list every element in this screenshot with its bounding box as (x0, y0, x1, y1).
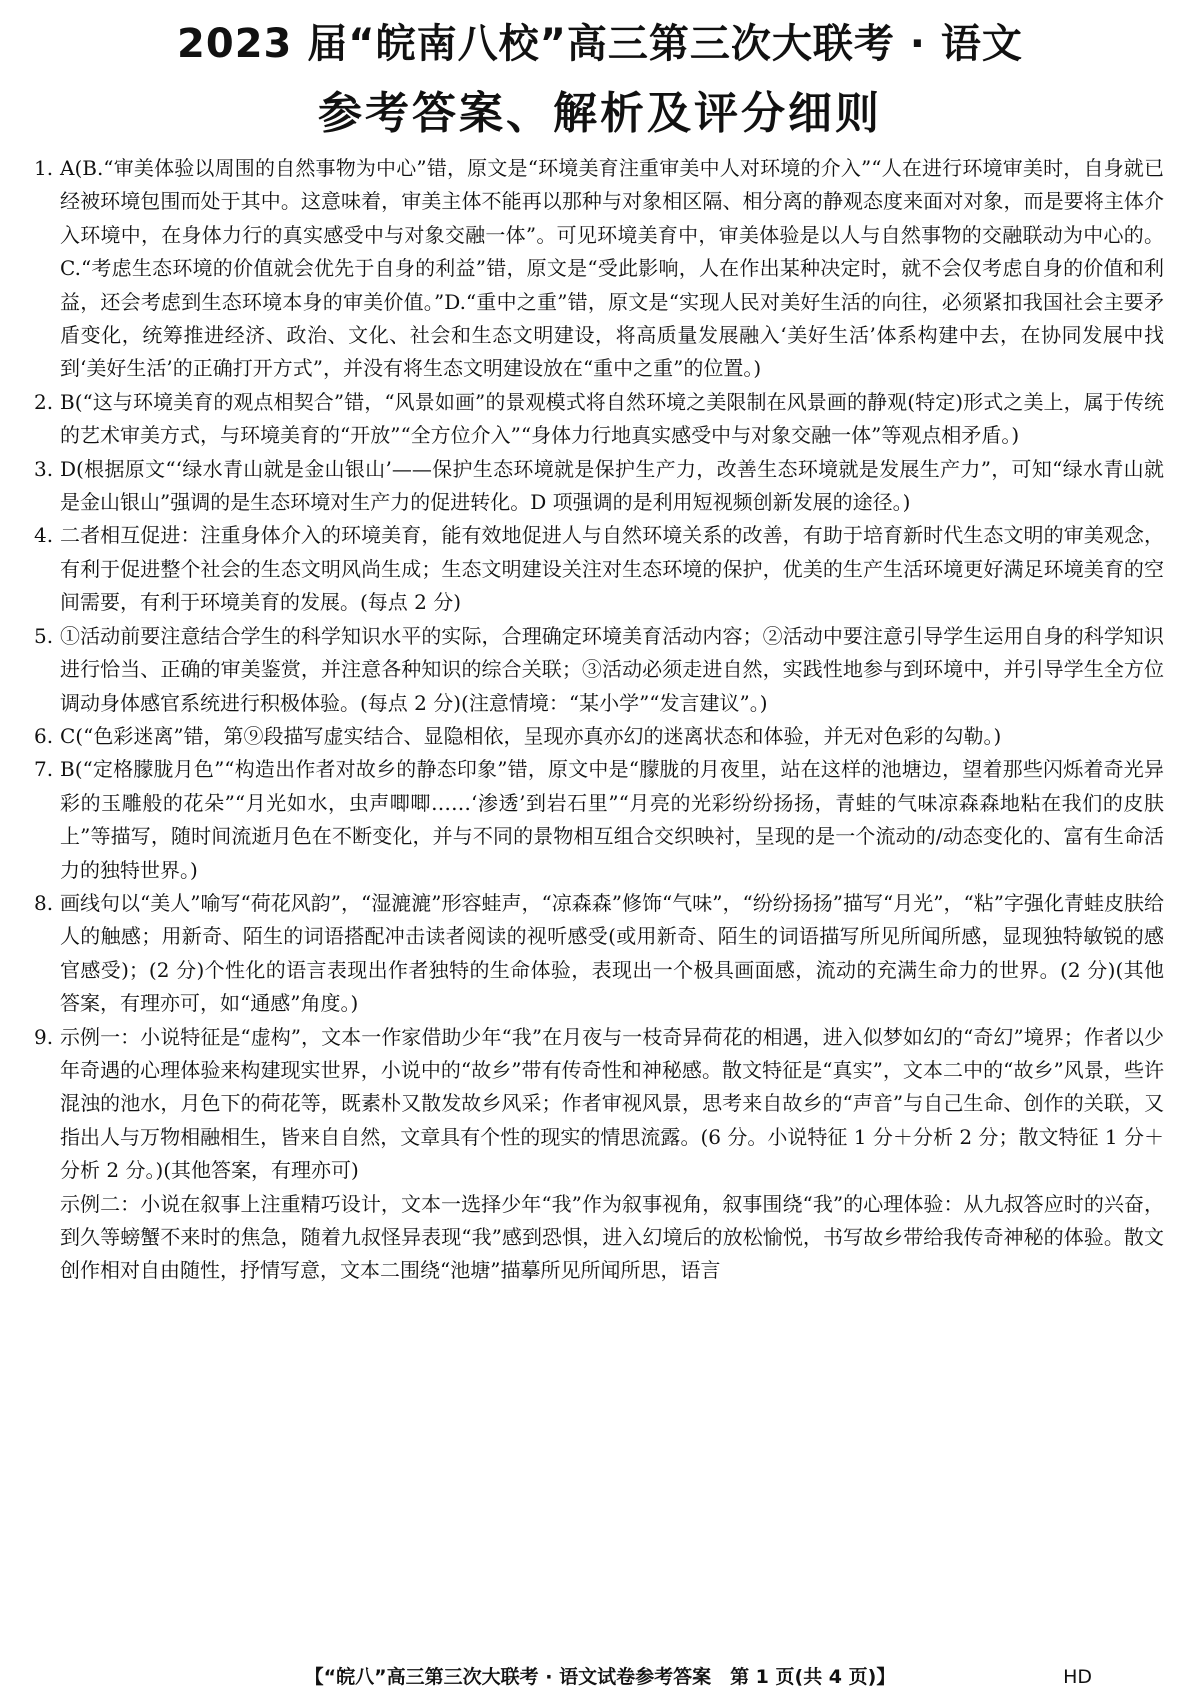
answer-number: 2. (34, 389, 54, 414)
answer-text: A(B.“审美体验以周围的自然事物为中心”错，原文是“环境美育注重审美中人对环境的介入”“人在进行环境审美时，自身就已经被环境包围而处于其中。这意味着，审美主体不能再以那种与对象相区隔、相分离的静观态度来面对对象，而是要将主体介入环境中，在身体力行的真实感受中与对象交融一体”。可见环境美育中，审美体验是以人与自然事物的交融联动为中心的。C.“考虑生态环境的价值就会优先于自身的利益”错，原文是“受此影响，人在作出某种决定时，就不会仅考虑自身的价值和利益，还会考虑到生态环境本身的审美价值。”D.“重中之重”错，原文是“实现人民对美好生活的向往，必须紧扣我国社会主要矛盾变化，统筹推进经济、政治、文化、社会和生态文明建设，将高质量发展融入‘美好生活’体系构建中去，在协同发展中找到‘美好生活’的正确打开方式”，并没有将生态文明建设放在“重中之重”的位置。) (60, 156, 1164, 381)
answer-item (34, 152, 1164, 386)
footer-code: HD (1063, 1666, 1092, 1688)
answer-text: D(根据原文“‘绿水青山就是金山银山’——保护生态环境就是保护生产力，改善生态环境就是发展生产力”，可知“绿水青山就是金山银山”强调的是生态环境对生产力的促进转化。D 项强调的是利用短视频创新发展的途径。) (60, 456, 1164, 515)
answer-item (34, 720, 1164, 753)
answer-text: 画线句以“美人”喻写“荷花风韵”，“湿漉漉”形容蛙声，“凉森森”修饰“气味”，“纷纷扬扬”描写“月光”，“粘”字强化青蛙皮肤给人的触感；用新奇、陌生的词语搭配冲击读者阅读的视听感受(或用新奇、陌生的词语描写所见所闻所感，显现独特敏锐的感官感受)；(2 分)个性化的语言表现出作者独特的生命体验，表现出一个极具画面感，流动的充满生命力的世界。(2 分)(其他答案，有理亦可，如“通感”角度。) (60, 890, 1164, 1016)
answer-number: 6. (34, 723, 54, 748)
answer-item (34, 753, 1164, 887)
answer-number: 1. (34, 156, 54, 180)
exam-title: 2023 届“皖南八校”高三第三次大联考 · 语文 (177, 21, 1023, 67)
answer-item (34, 1021, 1164, 1188)
answer-key-title: 参考答案、解析及评分细则 (318, 88, 882, 139)
answer-text: 示例一：小说特征是“虚构”，文本一作家借助少年“我”在月夜与一枝奇异荷花的相遇，进入似梦如幻的“奇幻”境界；作者以少年奇遇的心理体验来构建现实世界，小说中的“故乡”带有传奇性和神秘感。散文特征是“真实”，文本二中的“故乡”风景，些许混浊的池水，月色下的荷花等，既素朴又散发故乡风采；作者审视风景，思考来自故乡的“声音”与自己生命、创作的关联，又指出人与万物相融相生，皆来自自然，文章具有个性的现实的情思流露。(6 分。小说特征 1 分＋分析 2 分；散文特征 1 分＋分析 2 分。)(其他答案，有理亦可) (60, 1024, 1164, 1183)
answer-text: C(“色彩迷离”错，第⑨段描写虚实结合、显隐相依，呈现亦真亦幻的迷离状态和体验，并无对色彩的勾勒。) (60, 723, 1002, 748)
example-two-paragraph: 示例二：小说在叙事上注重精巧设计，文本一选择少年“我”作为叙事视角，叙事围绕“我”的心理体验：从九叔答应时的兴奋，到久等螃蟹不来时的焦急，随着九叔怪异表现“我”感到恐惧，进入幻境后的放松愉悦，书写故乡带给我传奇神秘的体验。散文创作相对自由随性，抒情写意，文本二围绕“池塘”描摹所见所闻所思，语言 (60, 1191, 1164, 1283)
answer-text: B(“这与环境美育的观点相契合”错，“风景如画”的景观模式将自然环境之美限制在风景画的静观(特定)形式之美上，属于传统的艺术审美方式，与环境美育的“开放”“全方位介入”“身体力行地真实感受中与对象交融一体”等观点相矛盾。) (60, 389, 1164, 448)
answer-number: 5. (34, 623, 54, 648)
answer-number: 8. (34, 890, 54, 915)
answer-item (34, 519, 1164, 619)
answer-number: 7. (34, 757, 54, 782)
answers-list (34, 152, 1164, 1288)
answer-item (34, 453, 1164, 520)
page-footer (0, 1662, 1200, 1692)
answer-text: ①活动前要注意结合学生的科学知识水平的实际，合理确定环境美育活动内容；②活动中要注意引导学生运用自身的科学知识进行恰当、正确的审美鉴赏，并注意各种知识的综合关联；③活动必须走进自然，实践性地参与到环境中，并引导学生全方位调动身体感官系统进行积极体验。(每点 2 分)(注意情境：“某小学”“发言建议”。) (60, 623, 1164, 715)
answer-number: 3. (34, 456, 54, 481)
answer-item (34, 620, 1164, 720)
footer-text: 【“皖八”高三第三次大联考 · 语文试卷参考答案 第 1 页(共 4 页)】 (304, 1666, 896, 1688)
answer-text: B(“定格朦胧月色”“构造出作者对故乡的静态印象”错，原文中是“朦胧的月夜里，站在这样的池塘边，望着那些闪烁着奇光异彩的玉雕般的花朵”“月光如水，虫声唧唧……‘渗透’到岩石里”“月亮的光彩纷纷扬扬，青蛙的气味凉森森地粘在我们的皮肤上”等描写，随时间流逝月色在不断变化，并与不同的景物相互组合交织映衬，呈现的是一个流动的/动态变化的、富有生命活力的独特世界。) (60, 757, 1164, 882)
answer-item (34, 887, 1164, 1021)
answer-number: 9. (34, 1024, 54, 1049)
answer-text: 二者相互促进：注重身体介入的环境美育，能有效地促进人与自然环境关系的改善，有助于培育新时代生态文明的审美观念，有利于促进整个社会的生态文明风尚生成；生态文明建设关注对生态环境的保护，优美的生产生活环境更好满足环境美育的空间需要，有利于环境美育的发展。(每点 2 分) (60, 523, 1164, 615)
answer-number: 4. (34, 523, 54, 548)
answer-item (34, 386, 1164, 453)
